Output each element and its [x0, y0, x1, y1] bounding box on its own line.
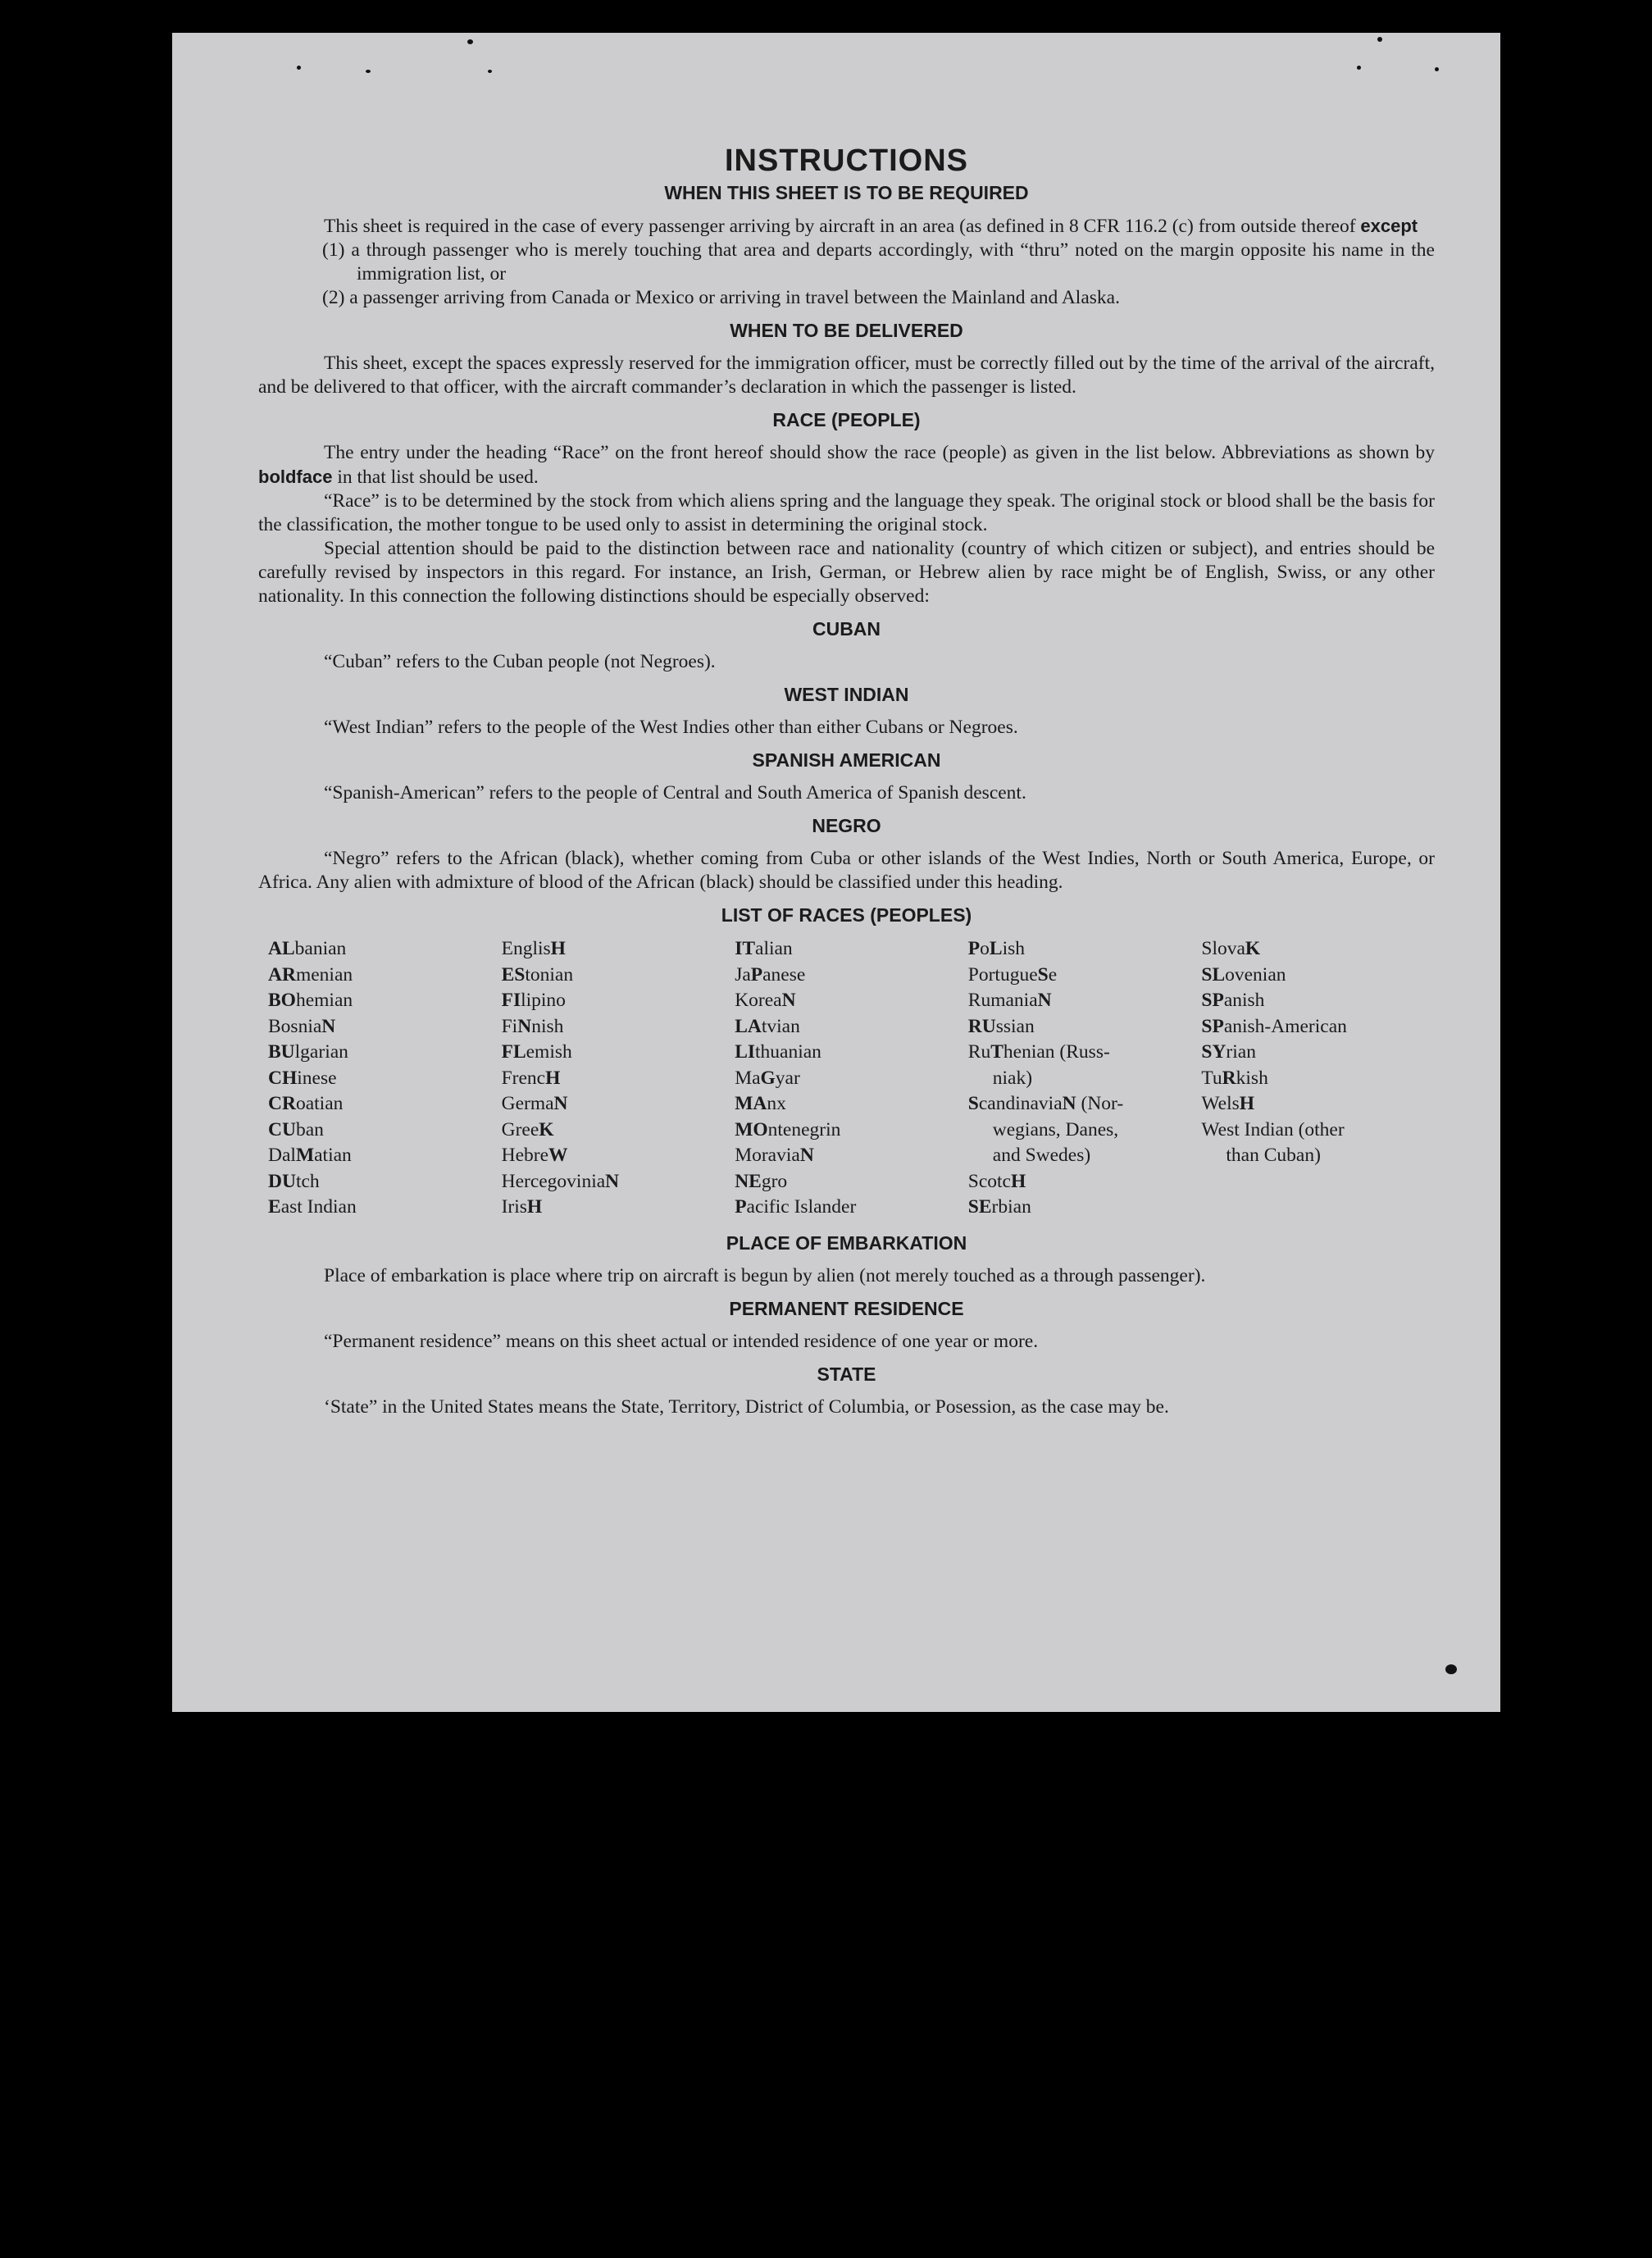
race-text: wegians, Danes, [992, 1118, 1119, 1140]
race-entry [502, 1195, 735, 1221]
race-abbreviation: E [268, 1196, 281, 1218]
race-text: Bosnia [268, 1015, 322, 1037]
race-entry [1201, 988, 1435, 1014]
race-text: alian [755, 938, 793, 959]
race-abbreviation: N [321, 1015, 336, 1037]
scan-speck [1357, 66, 1361, 70]
section-heading-cuban: CUBAN [812, 618, 881, 640]
race-abbreviation: CH [268, 1067, 298, 1089]
race-entry [502, 1040, 735, 1066]
race-entry [735, 1040, 968, 1066]
cuban-text: “Cuban” refers to the Cuban people (not Negroes). [324, 651, 716, 672]
race-text: Gree [501, 1118, 539, 1140]
race-text: oatian [295, 1093, 344, 1114]
race-text: Hebre [501, 1145, 549, 1166]
race-entry [968, 1066, 1202, 1092]
race-text: hemian [295, 990, 353, 1011]
race-abbreviation: LI [735, 1041, 756, 1063]
race-entry [502, 1014, 735, 1040]
race-text: ssian [995, 1015, 1035, 1037]
race-abbreviation: K [1245, 938, 1261, 959]
race-abbreviation: RU [967, 1015, 996, 1037]
race-abbreviation: BU [268, 1041, 295, 1063]
scan-speck [366, 70, 371, 73]
race-entry [1201, 1040, 1435, 1066]
race-abbreviation: T [990, 1041, 1003, 1063]
section-heading-list-of-races: LIST OF RACES (PEOPLES) [721, 904, 972, 926]
race-text: ast Indian [280, 1196, 357, 1218]
race-abbreviation: H [545, 1067, 561, 1089]
when-required-item-2: (2) a passenger arriving from Canada or Mexico or arriving in travel between the Mainland and Alaska. [322, 287, 1120, 308]
race-text: acific Islander [746, 1196, 857, 1218]
race-entry [502, 1169, 735, 1195]
race-abbreviation: N [553, 1093, 568, 1114]
scan-speck [1445, 1664, 1457, 1674]
race-abbreviation: LA [735, 1015, 762, 1037]
section-heading-permanent-residence: PERMANENT RESIDENCE [729, 1297, 964, 1319]
races-column [268, 936, 502, 1221]
race-text: Slova [1201, 938, 1245, 959]
permanent-residence-text: “Permanent residence” means on this sheet actual or intended residence of one year or more. [324, 1330, 1039, 1352]
race-text: Scotc [967, 1170, 1011, 1192]
race-text: candinavia [978, 1093, 1063, 1114]
race-entry [968, 988, 1202, 1014]
race-text: ovenian [1225, 963, 1286, 986]
race-text: Portugue [967, 963, 1038, 986]
race-text: menian [295, 963, 353, 986]
race-text: Rumania [967, 990, 1038, 1011]
except-keyword: except [1360, 216, 1418, 236]
negro-text: “Negro” refers to the African (black), whether coming from Cuba or other islands of the West Indies, North or South America, Europe, or Africa. Any alien with admixture of blood of the African (black) should be classified under this heading. [258, 848, 1435, 893]
race-abbreviation: N [799, 1145, 814, 1166]
race-abbreviation: H [526, 1196, 543, 1218]
race-abbreviation: H [1011, 1170, 1026, 1192]
race-entry [268, 1040, 502, 1066]
race-abbreviation: NE [735, 1170, 762, 1192]
race-text: anish-American [1223, 1015, 1347, 1037]
races-column [1201, 936, 1435, 1221]
scan-speck [297, 66, 301, 70]
race-paragraph-1: The entry under the heading “Race” on the front hereof should show the race (people) as given in the list below. Abbreviations as shown by boldface in that list should be used. [258, 442, 1435, 488]
race-text: rbian [991, 1196, 1031, 1218]
race-entry [1201, 936, 1435, 963]
race-text: lgarian [294, 1041, 348, 1063]
race-entry [268, 1169, 502, 1195]
scan-speck [488, 70, 492, 73]
race-text: Ma [735, 1067, 761, 1089]
race-text: atian [314, 1145, 352, 1166]
race-abbreviation: ES [501, 963, 526, 986]
races-column [735, 936, 968, 1221]
section-heading-embarkation: PLACE OF EMBARKATION [726, 1231, 967, 1254]
race-text: kish [1236, 1067, 1268, 1089]
race-entry [268, 988, 502, 1014]
race-text: anese [762, 963, 806, 986]
race-entry [735, 1066, 968, 1092]
race-entry [968, 1091, 1202, 1118]
race-abbreviation: BO [268, 990, 296, 1011]
section-heading-state: STATE [817, 1363, 876, 1385]
race-entry [968, 1169, 1202, 1195]
race-text: anish [1223, 990, 1265, 1011]
race-entry [735, 988, 968, 1014]
race-text: nx [767, 1093, 786, 1114]
race-text: Englis [501, 938, 551, 959]
race-text: Fi [501, 1015, 518, 1037]
race-text: Wels [1201, 1093, 1240, 1114]
race-text: Ru [967, 1041, 991, 1063]
race-abbreviation: K [539, 1118, 554, 1140]
race-entry [735, 936, 968, 963]
race-abbreviation: S [1037, 963, 1049, 986]
race-entry [735, 1195, 968, 1221]
race-text: e [1048, 963, 1058, 986]
when-required-item-1: (1) a through passenger who is merely touching that area and departs accordingly, with “thru” noted on the margin opposite his name in the immigration list, or [322, 239, 1435, 285]
race-abbreviation: MO [735, 1118, 768, 1140]
races-column [502, 936, 735, 1221]
race-entry [1201, 1143, 1435, 1169]
race-text: Ja [735, 963, 751, 986]
race-text: tvian [761, 1015, 800, 1037]
race-text: niak) [992, 1067, 1033, 1089]
document-page [172, 33, 1500, 1712]
race-entry [735, 1118, 968, 1144]
race-entry [502, 1118, 735, 1144]
race-text: inese [297, 1067, 337, 1089]
race-abbreviation: W [548, 1145, 568, 1166]
race-entry [735, 1169, 968, 1195]
race-abbreviation: MA [735, 1093, 767, 1114]
race-entry [268, 936, 502, 963]
race-text: banian [294, 938, 347, 959]
race-abbreviation: CR [268, 1093, 296, 1114]
section-heading-when-delivered: WHEN TO BE DELIVERED [730, 320, 963, 341]
when-delivered-text: This sheet, except the spaces expressly reserved for the immigration officer, must be correctly filled out by the time of the arrival of the aircraft, and be delivered to that officer, with the aircraft commander’s declaration in which the passenger is listed. [258, 353, 1435, 398]
race-text: Korea [735, 990, 782, 1011]
race-abbreviation: N [605, 1170, 620, 1192]
races-column [968, 936, 1202, 1221]
race-text: rian [1226, 1041, 1256, 1063]
race-abbreviation: AL [268, 938, 295, 959]
race-entry [1201, 1014, 1435, 1040]
race-entry [502, 1143, 735, 1169]
race-text: ban [295, 1118, 324, 1140]
section-heading-race: RACE (PEOPLE) [772, 409, 921, 430]
race-paragraph-3: Special attention should be paid to the distinction between race and nationality (country of which citizen or subject), and entries should be carefully revised by inspectors in this regard. For instance, an Irish, German, or Hebrew alien by race might be of English, Swiss, or any other nationality. In this connection the following distinctions should be especially observed: [258, 538, 1435, 607]
race-entry [968, 1014, 1202, 1040]
race-entry [968, 1143, 1202, 1169]
when-required-intro: This sheet is required in the case of every passenger arriving by aircraft in an area (as defined in 8 CFR 116.2 (c) from outside thereof except [324, 216, 1418, 237]
race-abbreviation: FL [501, 1041, 526, 1063]
race-entry [502, 1066, 735, 1092]
race-entry [968, 963, 1202, 989]
boldface-keyword: boldface [258, 467, 333, 487]
race-entry [268, 1195, 502, 1221]
race-abbreviation: DU [268, 1170, 296, 1192]
race-text: nish [531, 1015, 564, 1037]
race-text: Iris [501, 1196, 527, 1218]
scan-speck [1377, 37, 1382, 42]
race-entry [268, 1143, 502, 1169]
race-text: tonian [525, 963, 574, 986]
race-text: ish [1002, 938, 1026, 959]
race-entry [968, 1040, 1202, 1066]
section-heading-when-required: WHEN THIS SHEET IS TO BE REQUIRED [664, 182, 1029, 203]
section-heading-spanish-american: SPANISH AMERICAN [752, 749, 941, 771]
race-entry [268, 1091, 502, 1118]
west-indian-text: “West Indian” refers to the people of the West Indies other than either Cubans or Negroes. [324, 717, 1018, 738]
race-entry [735, 1091, 968, 1118]
race-entry [735, 1014, 968, 1040]
race-entry [1201, 1066, 1435, 1092]
race-entry [502, 963, 735, 989]
race-text: Frenc [501, 1067, 546, 1089]
race-abbreviation: S [967, 1093, 979, 1114]
race-entry [502, 988, 735, 1014]
race-abbreviation: G [760, 1067, 776, 1089]
race-text: henian (Russ- [1003, 1041, 1110, 1063]
race-abbreviation: SY [1201, 1041, 1226, 1063]
race-abbreviation: SL [1201, 963, 1226, 986]
instructions-content [258, 143, 1435, 1419]
race-text: Dal [268, 1145, 296, 1166]
race-abbreviation: SE [967, 1196, 992, 1218]
race-text: lipino [521, 990, 566, 1011]
race-text: (Nor- [1076, 1093, 1124, 1114]
race-abbreviation: P [967, 938, 981, 959]
race-abbreviation: N [1037, 990, 1052, 1011]
state-text: ‘State” in the United States means the State, Territory, District of Columbia, or Posession, as the case may be. [324, 1395, 1169, 1418]
race-text: Moravia [735, 1145, 800, 1166]
race-abbreviation: R [1222, 1067, 1236, 1089]
race-text: West Indian (other [1201, 1118, 1345, 1140]
race-entry [735, 963, 968, 989]
race-abbreviation: SP [1201, 1015, 1224, 1037]
race-entry [502, 936, 735, 963]
race-abbreviation: AR [268, 963, 296, 986]
section-heading-negro: NEGRO [812, 815, 881, 836]
race-text: and Swedes) [992, 1145, 1091, 1166]
scan-speck [1435, 67, 1439, 71]
race-entry [1201, 1091, 1435, 1118]
race-entry [268, 1066, 502, 1092]
race-abbreviation: N [1062, 1093, 1076, 1114]
race-abbreviation: N [781, 990, 796, 1011]
race-entry [968, 936, 1202, 963]
race-text: o [980, 938, 990, 959]
race-abbreviation: CU [268, 1118, 296, 1140]
page-title: INSTRUCTIONS [725, 143, 968, 178]
race-entry [968, 1118, 1202, 1144]
race-abbreviation: M [295, 1145, 315, 1166]
race-text: emish [526, 1041, 572, 1063]
race-entry [1201, 1118, 1435, 1144]
race-text: than Cuban) [1226, 1145, 1321, 1166]
race-entry [268, 963, 502, 989]
race-text: Germa [501, 1093, 554, 1114]
race-abbreviation: IT [735, 938, 756, 959]
race-abbreviation: P [735, 1196, 747, 1218]
race-entry [1201, 963, 1435, 989]
race-abbreviation: N [517, 1015, 532, 1037]
race-abbreviation: FI [501, 990, 521, 1011]
section-heading-west-indian: WEST INDIAN [784, 684, 909, 705]
race-text: ntenegrin [767, 1118, 841, 1140]
race-entry [735, 1143, 968, 1169]
race-paragraph-2: “Race” is to be determined by the stock from which aliens spring and the language they speak. The original stock or blood shall be the basis for the classification, the mother tongue to be used only to assist in determining the original stock. [258, 490, 1435, 535]
race-text: gro [761, 1170, 788, 1192]
race-abbreviation: H [550, 938, 566, 959]
races-list [268, 936, 1435, 1221]
race-text: thuanian [755, 1041, 821, 1063]
race-entry [968, 1195, 1202, 1221]
spanish-american-text: “Spanish-American” refers to the people of Central and South America of Spanish descent. [324, 782, 1026, 804]
race-abbreviation: SP [1201, 990, 1224, 1011]
race-abbreviation: H [1239, 1093, 1255, 1114]
embarkation-text: Place of embarkation is place where trip on aircraft is begun by alien (not merely touched as a through passenger). [324, 1264, 1206, 1286]
race-text: Hercegovinia [501, 1170, 606, 1192]
race-entry [268, 1014, 502, 1040]
race-text: Tu [1201, 1067, 1222, 1089]
race-abbreviation: P [750, 963, 763, 986]
scan-speck [467, 39, 473, 44]
race-text: tch [295, 1170, 320, 1192]
race-text: yar [775, 1067, 800, 1089]
race-abbreviation: L [989, 938, 1003, 959]
race-entry [502, 1091, 735, 1118]
race-entry [268, 1118, 502, 1144]
